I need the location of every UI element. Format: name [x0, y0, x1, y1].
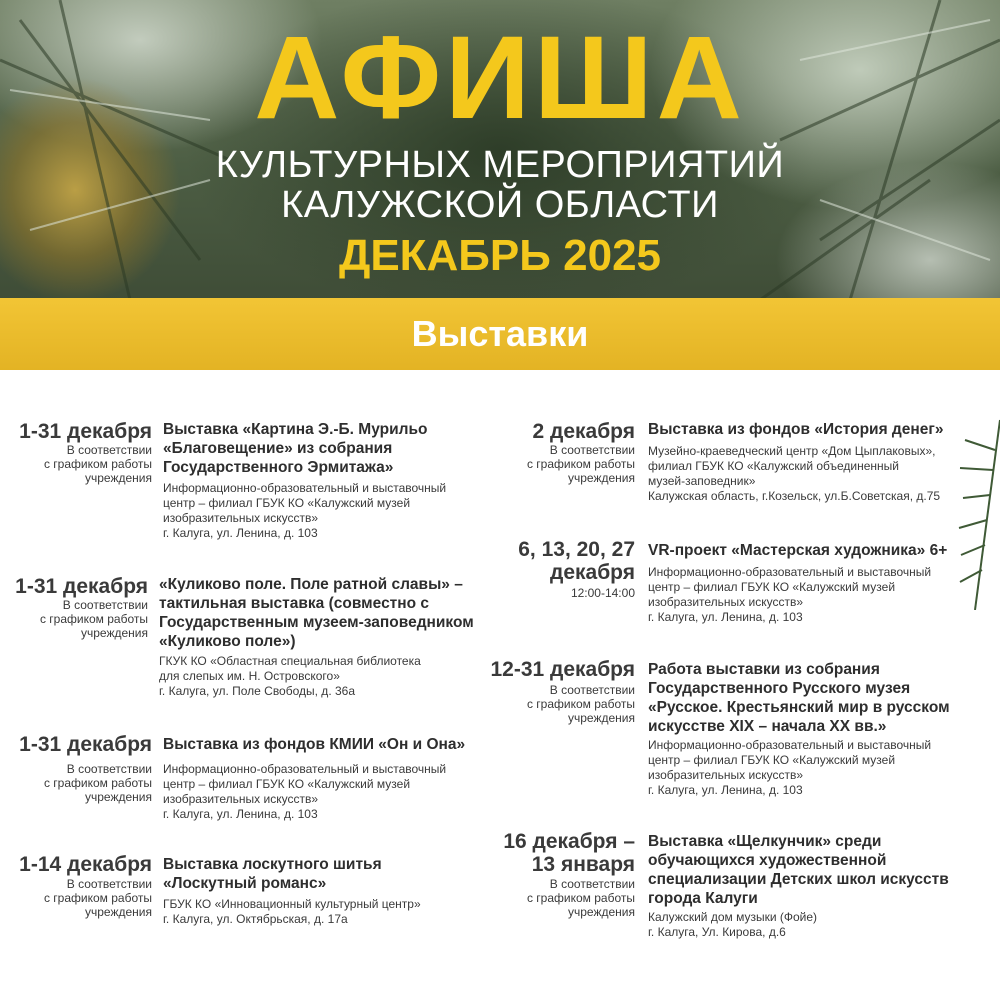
event-venue: ГБУК КО «Инновационный культурный центр» г. Калуга, ул. Октябрьская, д. 17а — [163, 897, 421, 926]
event-date: 2 декабря — [532, 420, 635, 443]
event-schedule: В соответствии с графиком работы учреждения — [526, 443, 635, 485]
poster-subtitle-line-1: КУЛЬТУРНЫХ МЕРОПРИЯТИЙ — [215, 144, 785, 186]
event-date: 1-31 декабря — [15, 575, 148, 598]
event-schedule: 12:00-14:00 — [570, 586, 635, 600]
event-schedule: В соответствии с графиком работы учреждения — [43, 877, 152, 919]
event-title: Выставка из фондов КМИИ «Он и Она» — [163, 736, 466, 753]
event-title: Выставка лоскутного шитья «Лоскутный романс» — [163, 856, 382, 892]
event-venue: ГКУК КО «Областная специальная библиотека для слепых им. Н. Островского» г. Калуга, ул. Поле Свободы, д. 36а — [159, 654, 421, 698]
section-banner — [0, 298, 1000, 370]
event-schedule: В соответствии с графиком работы учреждения — [43, 443, 152, 485]
event-date: 1-31 декабря — [19, 733, 152, 756]
event-venue: Калужский дом музыки (Фойе) г. Калуга, Ул. Кирова, д.6 — [648, 910, 818, 939]
poster-title: АФИША — [254, 12, 746, 144]
header-background — [0, 0, 1000, 300]
event-date: 12-31 декабря — [490, 658, 635, 681]
event-title: Выставка «Картина Э.-Б. Мурильо «Благовещение» из собрания Государственного Эрмитажа» — [163, 421, 428, 476]
event-date: 6, 13, 20, 27 декабря — [518, 538, 635, 584]
event-schedule: В соответствии с графиком работы учреждения — [43, 762, 152, 804]
poster-subtitle-line-2: КАЛУЖСКОЙ ОБЛАСТИ — [281, 184, 719, 226]
event-venue: Музейно-краеведческий центр «Дом Цыплаковых», филиал ГБУК КО «Калужский объединенный музей-заповедник» Калужская область, г.Козельск, ул.Б.Советская, д.75 — [648, 444, 941, 503]
poster-month: ДЕКАБРЬ 2025 — [338, 231, 662, 280]
event-title: VR-проект «Мастерская художника» 6+ — [648, 542, 948, 559]
event-schedule: В соответствии с графиком работы учреждения — [526, 683, 635, 725]
section-title: Выставки — [411, 313, 589, 354]
event-title: «Куликово поле. Поле ратной славы» – тактильная выставка (совместно с Государственным музеем-заповедником «Куликово поле») — [159, 576, 474, 650]
event-schedule: В соответствии с графиком работы учреждения — [39, 598, 148, 640]
event-title: Выставка «Щелкунчик» среди обучающихся художественной специализации Детских школ искусств города Калуги — [648, 833, 949, 907]
event-date: 16 декабря – 13 января — [503, 830, 635, 876]
event-venue: Информационно-образовательный и выставочный центр – филиал ГБУК КО «Калужский музей изобразительных искусств» г. Калуга, ул. Ленина, д. 103 — [648, 738, 932, 797]
event-title: Работа выставки из собрания Государственного Русского музея «Русское. Крестьянский мир в русском искусстве XIX – начала XX вв.» — [648, 661, 950, 735]
event-date: 1-31 декабря — [19, 420, 152, 443]
fir-branch-icon — [955, 410, 1000, 610]
event-schedule: В соответствии с графиком работы учреждения — [526, 877, 635, 919]
event-title: Выставка из фондов «История денег» — [648, 421, 944, 438]
event-venue: Информационно-образовательный и выставочный центр – филиал ГБУК КО «Калужский музей изобразительных искусств» г. Калуга, ул. Ленина, д. 103 — [648, 565, 932, 624]
event-venue: Информационно-образовательный и выставочный центр – филиал ГБУК КО «Калужский музей изобразительных искусств» г. Калуга, ул. Ленина, д. 103 — [163, 481, 447, 540]
event-date: 1-14 декабря — [19, 853, 152, 876]
event-venue: Информационно-образовательный и выставочный центр – филиал ГБУК КО «Калужский музей изобразительных искусств» г. Калуга, ул. Ленина, д. 103 — [163, 762, 447, 821]
